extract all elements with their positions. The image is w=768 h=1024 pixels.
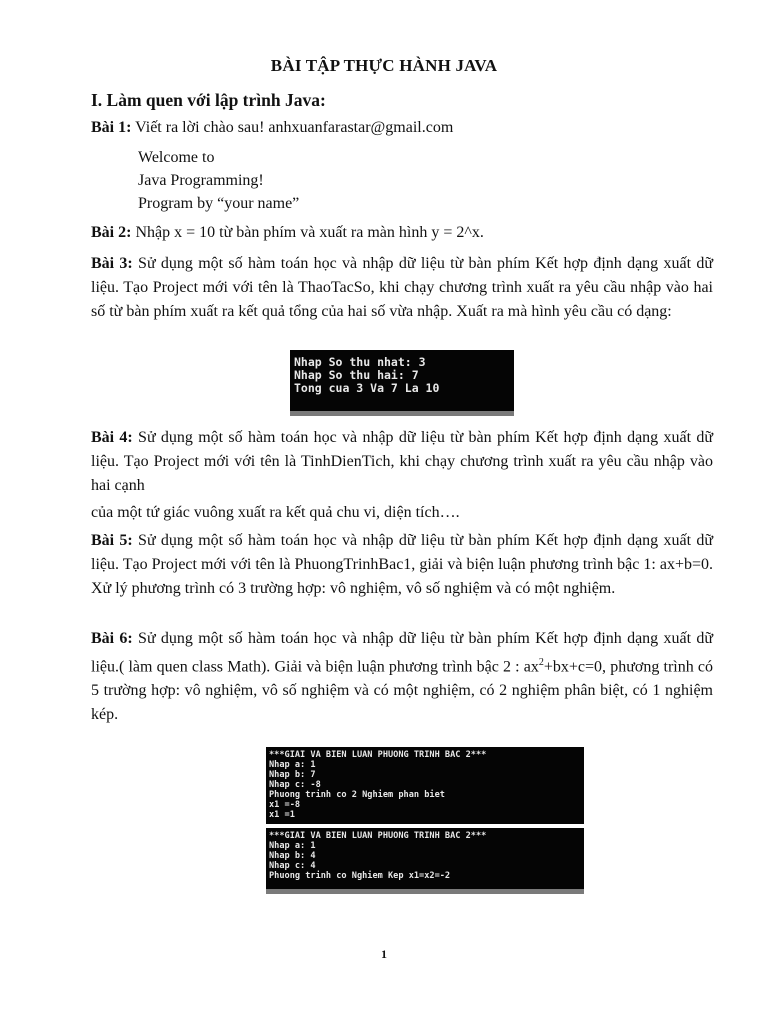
exercise-4-text: Sử dụng một số hàm toán học và nhập dữ liệu từ bàn phím Kết hợp định dạng xuất dữ liệu. Tạo Project mới với tên là TinhDienTich, khi chạy chương trình xuất ra yêu cầu nhập vào hai cạnh [91, 429, 713, 494]
exercise-5-label: Bài 5: [91, 532, 133, 549]
exercise-2-text: Nhập x = 10 từ bàn phím và xuất ra màn hình y = 2^x. [131, 224, 484, 241]
console-line: Nhap So thu nhat: 3 [294, 355, 426, 369]
exercise-1-text: Viết ra lời chào sau! anhxuanfarastar@gmail.com [131, 119, 454, 136]
console-line: Tong cua 3 Va 7 La 10 [294, 381, 440, 395]
exponent-superscript: 2 [538, 657, 544, 668]
console-line: Phuong trinh co Nghiem Kep x1=x2=-2 [269, 871, 451, 881]
exercise-2-label: Bài 2: [91, 224, 132, 241]
exercise-3-label: Bài 3: [91, 255, 133, 272]
console-line: Nhap c: 4 [269, 861, 316, 871]
exercise-4-continuation: của một tứ giác vuông xuất ra kết quả chu vi, diện tích…. [91, 504, 460, 521]
document-title: BÀI TẬP THỰC HÀNH JAVA [270, 56, 498, 75]
exercise-6-label: Bài 6: [91, 630, 133, 647]
exercise-4 [91, 426, 713, 498]
console-screenshot-sum [290, 350, 514, 416]
console-screenshot-two-roots [266, 747, 584, 824]
console-line: Nhap So thu hai: 7 [294, 368, 419, 382]
console-line: ***GIAI VA BIEN LUAN PHUONG TRINH BAC 2*** [269, 750, 487, 760]
console-line: Phuong trinh co 2 Nghiem phan biet [269, 790, 445, 800]
exercise-1-line-3: Program by “your name” [138, 195, 300, 212]
console-line: x1 =-8 [269, 800, 301, 810]
console-line: Nhap b: 7 [269, 770, 316, 780]
console-screenshot-double-root [266, 828, 584, 894]
exercise-1 [91, 116, 713, 140]
exercise-5-text: Sử dụng một số hàm toán học và nhập dữ liệu từ bàn phím Kết hợp định dạng xuất dữ liệu. Tạo Project mới với tên là PhuongTrinhBac1, giải và biện luận phương trình bậc 1: ax+b=0. Xử lý phương trình có 3 trường hợp: vô nghiệm, vô số nghiệm và có một nghiệm. [91, 532, 713, 597]
console-line: Nhap b: 4 [269, 851, 316, 861]
exercise-4-label: Bài 4: [91, 429, 133, 446]
console-line: Nhap a: 1 [269, 760, 316, 770]
exercise-1-line-2: Java Programming! [138, 172, 264, 189]
exercise-1-label: Bài 1: [91, 119, 132, 136]
console-line: Nhap c: -8 [269, 780, 321, 790]
exercise-1-line-1: Welcome to [138, 149, 215, 166]
section-heading: I. Làm quen với lập trình Java: [91, 90, 326, 110]
page-number: 1 [381, 947, 387, 961]
console-line: ***GIAI VA BIEN LUAN PHUONG TRINH BAC 2*** [269, 831, 487, 841]
console-line: x1 =1 [269, 810, 295, 820]
exercise-3-text: Sử dụng một số hàm toán học và nhập dữ liệu từ bàn phím Kết hợp định dạng xuất dữ liệu. Tạo Project mới với tên là ThaoTacSo, khi chạy chương trình xuất ra yêu cầu nhập vào hai số từ bàn phím xuất ra kết quả tổng của hai số vừa nhập. Xuất ra mà hình yêu cầu có dạng: [91, 255, 713, 320]
exercise-6-text-a: Sử dụng một số hàm toán học và nhập dữ liệu từ bàn phím Kết hợp định dạng xuất dữ liệu.( làm quen class Math). Giải và biện luận phương trình bậc 2 : ax [91, 630, 713, 676]
exercise-2 [91, 221, 713, 245]
exercise-5 [91, 529, 713, 601]
exercise-6 [91, 627, 713, 727]
exercise-6-text-b: +bx+c=0, phương trình có 5 trường hợp: vô nghiệm, vô số nghiệm và có một nghiệm, có 2 nghiệm phân biệt, có 1 nghiệm kép. [91, 658, 713, 724]
exercise-3 [91, 252, 713, 324]
console-line: Nhap a: 1 [269, 841, 316, 851]
